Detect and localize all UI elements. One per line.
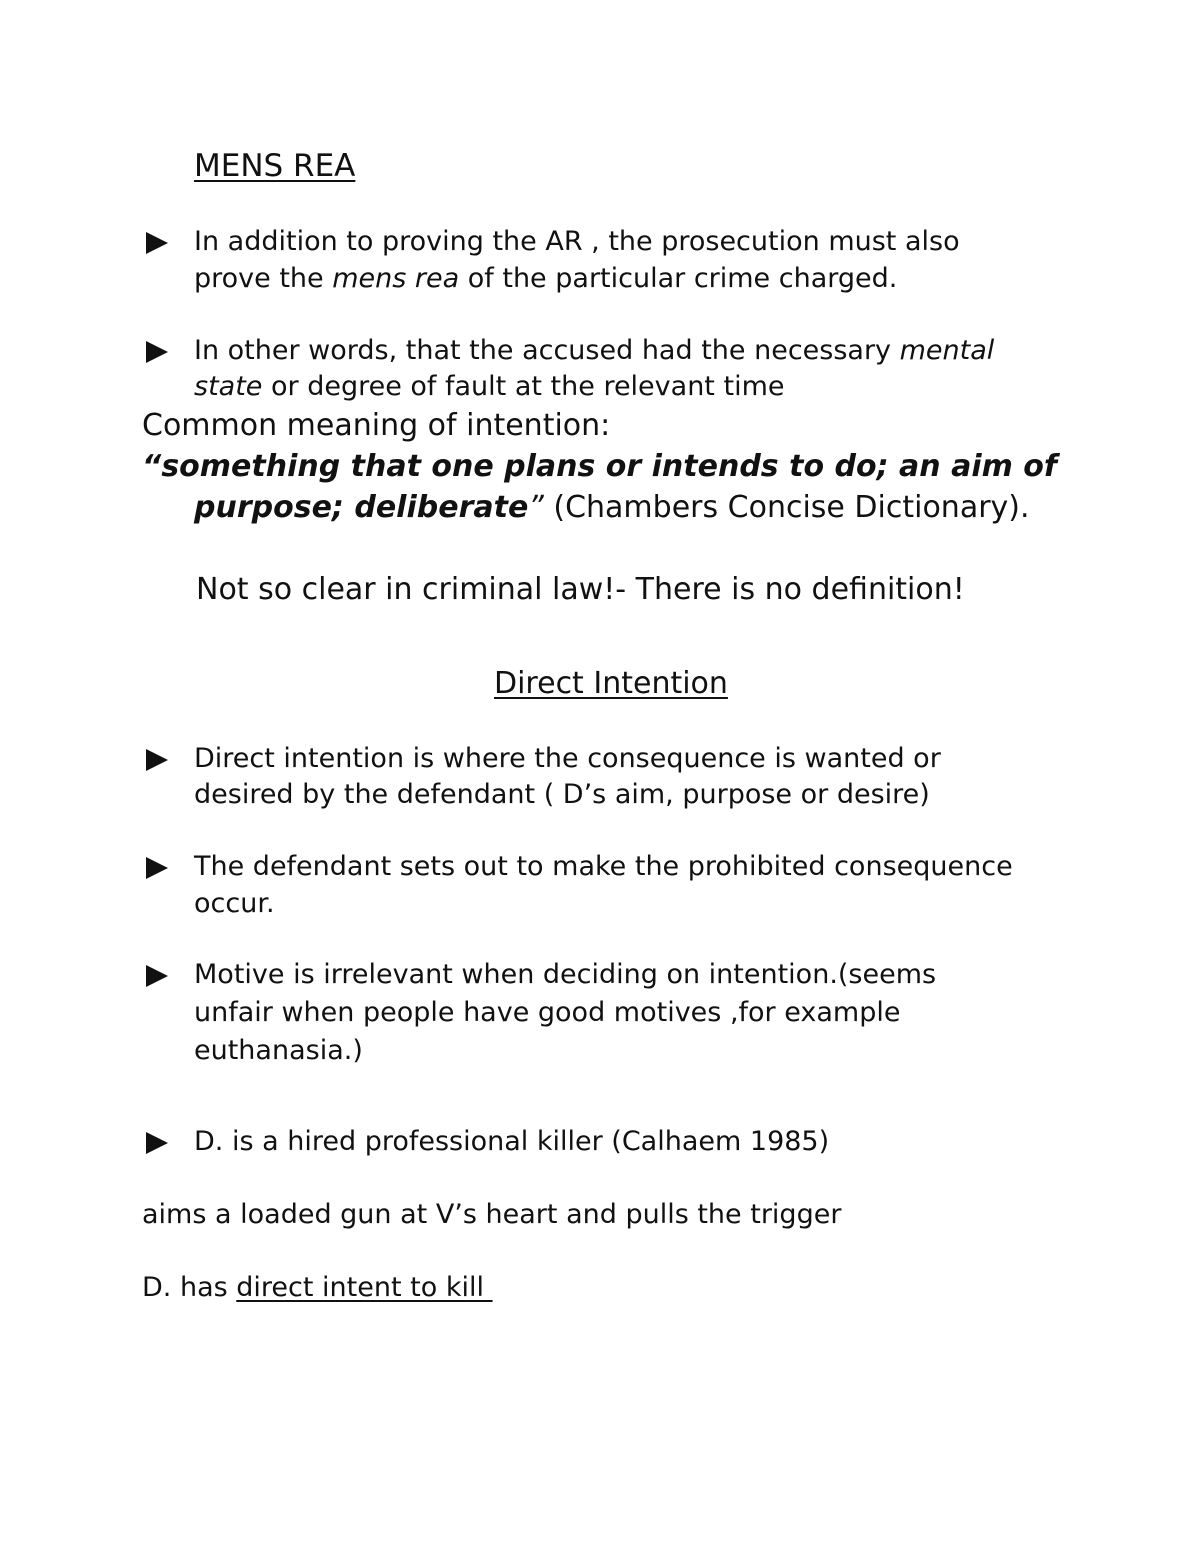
bullet-arrow-icon: [146, 749, 168, 771]
direct-bullet-4-line-1: D. is a hired professional killer (Calhaem 1985): [194, 1126, 830, 1157]
definition-quote-line-2: [194, 488, 1030, 528]
bullet-2-emphasis-2: state: [194, 371, 263, 402]
direct-bullet-1-line-1: Direct intention is where the consequence is wanted or: [194, 743, 941, 774]
bullet-1-emphasis: mens rea: [332, 263, 460, 294]
bullet-1-text-end: of the particular crime charged.: [459, 263, 898, 294]
definition-quote-end: purpose; deliberate: [194, 490, 529, 525]
direct-bullet-2-line-1: The defendant sets out to make the prohibited consequence: [194, 851, 1013, 882]
page-title: MENS REA: [194, 148, 356, 184]
bullet-1-line-1: In addition to proving the AR , the prosecution must also: [194, 226, 960, 257]
example-line: aims a loaded gun at V’s heart and pulls the trigger: [142, 1199, 842, 1230]
example-conclusion: [142, 1270, 493, 1306]
bullet-1-line-2: [194, 261, 897, 297]
direct-bullet-3-line-2: unfair when people have good motives ,for example: [194, 997, 901, 1028]
direct-bullet-3-line-1: Motive is irrelevant when deciding on intention.(seems: [194, 959, 937, 990]
section-heading: Direct Intention: [494, 666, 728, 701]
bullet-2-line-1: [194, 333, 994, 369]
bullet-arrow-icon: [146, 857, 168, 879]
direct-bullet-2-line-2: occur.: [194, 888, 275, 919]
bullet-2-emphasis: mental: [899, 335, 995, 366]
closing-quote: ”: [528, 490, 544, 525]
definition-source: (Chambers Concise Dictionary).: [543, 490, 1030, 525]
bullet-arrow-icon: [146, 1132, 168, 1154]
bullet-1-text: prove the: [194, 263, 333, 294]
conclusion-underlined: direct intent to kill: [236, 1272, 493, 1303]
common-meaning-heading: Common meaning of intention:: [142, 408, 611, 443]
direct-bullet-1-line-2: desired by the defendant ( D’s aim, purpose or desire): [194, 779, 930, 810]
conclusion-text: D. has: [142, 1272, 237, 1303]
not-clear-statement: Not so clear in criminal law!- There is no definition!: [196, 572, 965, 607]
bullet-arrow-icon: [146, 965, 168, 987]
definition-quote-line-1: “something that one plans or intends to do; an aim of: [142, 449, 1057, 484]
bullet-arrow-icon: [146, 232, 168, 254]
bullet-2-text: In other words, that the accused had the necessary: [194, 335, 900, 366]
bullet-arrow-icon: [146, 341, 168, 363]
bullet-2-text-end: or degree of fault at the relevant time: [262, 371, 785, 402]
bullet-2-line-2: [194, 369, 784, 405]
direct-bullet-3-line-3: euthanasia.): [194, 1035, 363, 1066]
